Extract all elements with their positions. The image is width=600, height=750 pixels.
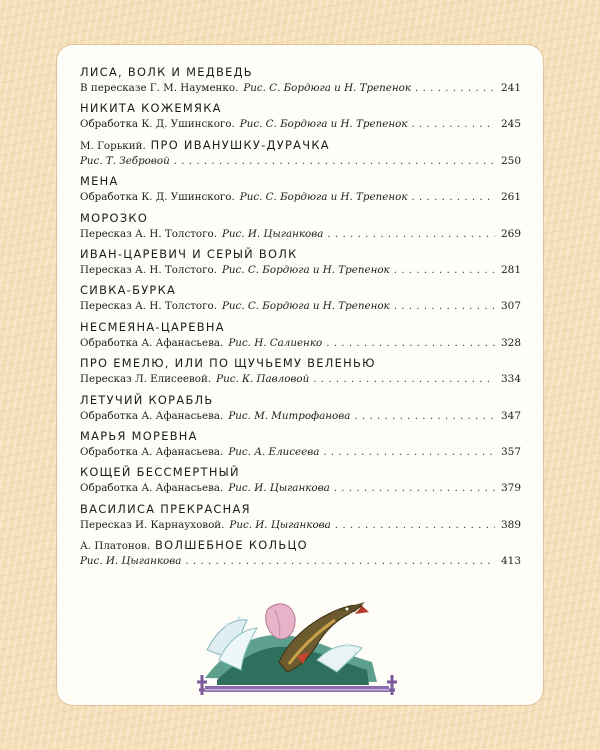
toc-leader-dots	[394, 263, 495, 278]
toc-credit: Обработка А. Афанасьева.	[80, 336, 224, 349]
toc-title: МАРЬЯ МОРЕВНА	[80, 428, 198, 443]
toc-credit: Обработка К. Д. Ушинского.	[80, 191, 235, 204]
toc-leader-dots	[411, 190, 495, 205]
toc-illustrator: Рис. С. Бордюга и Н. Трепенок	[222, 300, 390, 313]
toc-illustrator: Рис. С. Бордюга и Н. Трепенок	[243, 82, 412, 94]
toc-page-number: 261	[500, 191, 521, 204]
toc-entry[interactable]	[80, 210, 521, 246]
toc-credit-line	[80, 336, 521, 351]
toc-illustrator: Рис. С. Бордюга и Н. Трепенок	[239, 118, 408, 131]
toc-credit-line	[80, 190, 521, 205]
toc-entry[interactable]	[80, 173, 521, 209]
toc-title-line	[80, 173, 521, 190]
toc-title: КОЩЕЙ БЕССМЕРТНЫЙ	[80, 465, 240, 480]
toc-entry[interactable]	[80, 428, 521, 464]
toc-illustrator: Рис. И. Цыганкова	[222, 227, 324, 240]
toc-entry[interactable]	[80, 355, 521, 391]
toc-leader-dots	[313, 372, 495, 387]
toc-credit-line	[80, 554, 521, 569]
toc-page-number: 347	[500, 409, 521, 422]
toc-entry[interactable]	[80, 537, 521, 573]
toc-page-number: 334	[500, 373, 521, 386]
toc-leader-dots	[326, 336, 495, 351]
toc-illustrator: Рис. А. Елисеева	[228, 445, 320, 458]
toc-title-line	[80, 355, 521, 372]
toc-illustrator: Рис. И. Цыганкова	[80, 555, 182, 568]
toc-title-line	[80, 282, 521, 299]
toc-entry[interactable]	[80, 137, 521, 173]
toc-page-number: 245	[500, 118, 521, 131]
toc-entry[interactable]	[80, 100, 521, 136]
toc-title-line	[80, 319, 521, 336]
toc-page-number: 413	[500, 555, 521, 568]
toc-credit-line	[80, 81, 521, 96]
toc-illustrator: Рис. С. Бордюга и Н. Трепенок	[222, 263, 390, 276]
toc-title-line	[80, 501, 521, 518]
toc-page-number: 250	[500, 154, 521, 167]
toc-leader-dots	[323, 445, 495, 460]
toc-illustrator: Рис. Н. Салиенко	[228, 336, 323, 349]
toc-page-number: 357	[500, 445, 521, 458]
toc-page-number: 307	[500, 300, 521, 313]
toc-credit: В пересказе Г. М. Науменко.	[80, 82, 239, 94]
toc-credit-line	[80, 117, 521, 132]
toc-title: ЛИСА, ВОЛК И МЕДВЕДЬ	[80, 65, 253, 79]
toc-page-number: 379	[500, 482, 521, 495]
toc-credit-line	[80, 227, 521, 242]
toc-entry[interactable]	[80, 246, 521, 282]
toc-title: ВАСИЛИСА ПРЕКРАСНАЯ	[80, 501, 251, 516]
toc-leader-dots	[394, 299, 495, 314]
toc-illustrator: Рис. Т. Зебровой	[80, 154, 170, 167]
toc-title-line	[80, 137, 521, 154]
toc-leader-dots	[335, 518, 495, 533]
toc-page-number: 389	[500, 518, 521, 531]
toc-credit: Обработка А. Афанасьева.	[80, 445, 224, 458]
toc-title: ПРО ЕМЕЛЮ, ИЛИ ПО ЩУЧЬЕМУ ВЕЛЕНЬЮ	[80, 356, 376, 371]
toc-credit: Обработка А. Афанасьева.	[80, 482, 224, 495]
toc-title: НЕСМЕЯНА-ЦАРЕВНА	[80, 319, 225, 334]
toc-credit-line	[80, 518, 521, 533]
toc-illustrator: Рис. М. Митрофанова	[228, 409, 351, 422]
toc-title: ЛЕТУЧИЙ КОРАБЛЬ	[80, 392, 214, 407]
toc-leader-dots	[174, 154, 495, 169]
toc-title: ПРО ИВАНУШКУ-ДУРАЧКА	[150, 137, 330, 152]
toc-title: ВОЛШЕБНОЕ КОЛЬЦО	[154, 538, 308, 553]
toc-entry[interactable]	[80, 64, 521, 100]
toc-title: СИВКА-БУРКА	[80, 283, 177, 298]
toc-title-line	[80, 64, 521, 81]
toc-entry[interactable]	[80, 464, 521, 500]
toc-page-number: 281	[500, 263, 521, 276]
toc-title-line	[80, 246, 521, 263]
toc-title-line	[80, 100, 521, 117]
toc-title-line	[80, 537, 521, 554]
toc-credit-line	[80, 372, 521, 387]
toc-leader-dots	[415, 81, 495, 96]
toc-title: МОРОЗКО	[80, 210, 149, 225]
toc-illustrator: Рис. С. Бордюга и Н. Трепенок	[239, 191, 408, 204]
toc-page-number: 241	[500, 82, 521, 94]
toc-title: МЕНА	[80, 174, 119, 189]
toc-entry[interactable]	[80, 392, 521, 428]
toc-title-line	[80, 392, 521, 409]
toc-page-number: 328	[500, 336, 521, 349]
toc-entry[interactable]	[80, 282, 521, 318]
toc-credit: Обработка А. Афанасьева.	[80, 409, 224, 422]
toc-title-line	[80, 428, 521, 445]
toc-leader-dots	[185, 554, 495, 569]
toc-illustrator: Рис. К. Павловой	[216, 373, 310, 386]
toc-credit-line	[80, 445, 521, 460]
toc-title: ИВАН-ЦАРЕВИЧ И СЕРЫЙ ВОЛК	[80, 246, 298, 261]
toc-credit: Пересказ А. Н. Толстого.	[80, 227, 217, 240]
contents-panel	[57, 45, 543, 705]
toc-title-line	[80, 210, 521, 227]
toc-credit: Пересказ А. Н. Толстого.	[80, 263, 217, 276]
toc-credit: Пересказ А. Н. Толстого.	[80, 300, 217, 313]
toc-title: НИКИТА КОЖЕМЯКА	[80, 101, 222, 116]
toc-credit: Пересказ И. Карнауховой.	[80, 518, 225, 531]
toc-credit: Обработка К. Д. Ушинского.	[80, 118, 235, 131]
toc-credit: Пересказ Л. Елисеевой.	[80, 373, 212, 386]
toc-credit-line	[80, 409, 521, 424]
toc-entry[interactable]	[80, 319, 521, 355]
toc-entry[interactable]	[80, 501, 521, 537]
toc-leader-dots	[354, 409, 495, 424]
toc-leader-dots	[327, 227, 495, 242]
toc-credit-line	[80, 481, 521, 496]
toc-credit-line	[80, 299, 521, 314]
toc-credit-line	[80, 154, 521, 169]
toc-illustrator: Рис. И. Цыганкова	[229, 518, 331, 531]
toc-author: А. Платонов.	[80, 540, 151, 553]
toc-page-number: 269	[500, 227, 521, 240]
toc-leader-dots	[334, 481, 495, 496]
toc-title-line	[80, 464, 521, 481]
toc-credit-line	[80, 263, 521, 278]
table-of-contents	[80, 64, 521, 573]
toc-leader-dots	[411, 117, 495, 132]
pike-in-waves-illustration	[197, 590, 397, 700]
toc-illustrator: Рис. И. Цыганкова	[228, 482, 330, 495]
toc-author: М. Горький.	[80, 139, 146, 152]
